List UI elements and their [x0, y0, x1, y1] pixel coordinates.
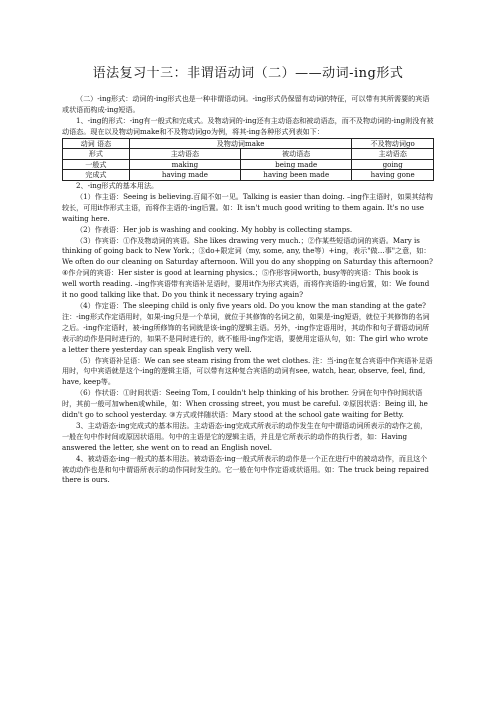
ing-forms-table — [62, 138, 434, 181]
table-sub-passive: 被动语态 — [241, 149, 352, 160]
usage-attribute: （4）作定语：The sleeping child is only five years old. Do you know the man standing at the gate? 注：-ing形式作定语用时，如果-ing只是一个单词，就位于其修饰的名词之前，如果是-ing短语，就位于其修饰的名词之后。-ing作定语时，被-ing所修饰的名词就是该-ing的逻辑主语。另外，-ing作定语用时，其动作和句子谓语动词所表示的动作是同时进行的，如果不是同时进行的，就不能用-ing作定语，要使用定语从句，如：The girl who wrote a letter there yesterday can speak English very well. — [62, 300, 430, 354]
usage-predicative: （2）作表语：Her job is washing and cooking. My hobby is collecting stamps. — [76, 224, 353, 234]
usage-adverbial: （6）作状语：①时间状语：Seeing Tom, I couldn't help thinking of his brother. 分词在句中作时间状语时，其前一般可加when或while，如：When crossing street, you must be careful. ②原因状语：Being ill, he didn't go to school yesterday. ③方式或伴随状语：Mary stood at the school gate waiting for Betty. — [62, 388, 428, 420]
section-3-paragraph: 3、主动语态-ing完成式的基本用法。主动语态-ing完成式所表示的动作发生在句中谓语动词所表示的动作之前，一般在句中作时间或原因状语用。句中的主语是它的逻辑主语，并且是它所表示的动作的执行者，如：Having answered the letter, she went on to read an English novel. — [62, 420, 428, 452]
intro-text: 动词的-ing形式也是一种非谓语动词。-ing形式仍保留有动词的特征，可以带有其所需要的宾语或状语而构成-ing短语。 — [62, 94, 430, 114]
table-cell-form: 一般式 — [63, 159, 130, 170]
section-4-paragraph: 4、被动语态-ing一般式的基本用法。被动语态-ing一般式所表示的动作是一个正在进行中的被动动作，而且这个被动动作也是和句中谓语所表示的动作同时发生的。它一般在句中作定语或状语用。如：The truck being repaired there is ours. — [62, 453, 429, 485]
table-row — [63, 170, 434, 181]
section-1-paragraph: 1、-ing的形式：-ing有一般式和完成式。及物动词的-ing还有主动语态和被动语态，而不及物动词的-ing则没有被动语态。现在以及物动词make和不及物动词go为例，将其-ing各种形式列表如下： — [62, 115, 434, 136]
page-title: 语法复习十三：非谓语动词（二）——动词-ing形式 — [92, 66, 404, 81]
table-head-transitive: 及物动词make — [129, 138, 352, 149]
table-corner-top: 动词 语态 — [63, 138, 130, 149]
table-cell-active: having made — [129, 170, 240, 181]
table-cell-passive: having been made — [241, 170, 352, 181]
section-2-heading: 2、-ing形式的基本用法。 — [76, 181, 159, 190]
table-cell-intrans: going — [352, 159, 434, 170]
table-cell-active: making — [129, 159, 240, 170]
table-cell-intrans: having gone — [352, 170, 434, 181]
table-corner-bottom: 形式 — [63, 149, 130, 160]
document-body — [62, 94, 434, 486]
intro-paragraph — [62, 94, 434, 116]
intro-heading: （二）-ing形式： — [76, 94, 133, 103]
table-head-intransitive: 不及物动词go — [352, 138, 434, 149]
usage-object: （3）作宾语：①作及物动词的宾语。She likes drawing very much.；②作某些短语动词的宾语。Mary is thinking of going back to New York.；③do+限定词（my, some, any, the等）+ing，表示"做…事"之意，如：We often do our cleaning on Saturday afternoon. Will you do any shopping on Saturday this afternoon? ④作介词的宾语：Her sister is good at learning physics.；⑤作形容词worth, busy等的宾语：This book is well worth reading. –ing作宾语带有宾语补足语时，要用it作为形式宾语，而将作宾语的-ing后置，如：We found it no good talking like that. Do you think it necessary trying again? — [62, 235, 433, 300]
usage-subject: （1）作主语：Seeing is believing.百闻不如一见。Talking is easier than doing. –ing作主语时，如果其结构较长，可用it作形式主语，而将作主语的-ing后置。如：It isn't much good writing to them again. It's no use waiting here. — [62, 191, 433, 223]
table-sub-active: 主动语态 — [129, 149, 240, 160]
table-cell-form: 完成式 — [63, 170, 130, 181]
table-row — [63, 159, 434, 170]
usage-object-complement: （5）作宾语补足语：We can see steam rising from the wet clothes. 注：当-ing在复合宾语中作宾语补足语用时，句中宾语就是这个-ing的逻辑主语，可以带有这种复合宾语的动词有see, watch, hear, observe, feel, find, have, keep等。 — [62, 355, 433, 387]
table-sub-active-intrans: 主动语态 — [352, 149, 434, 160]
table-cell-passive: being made — [241, 159, 352, 170]
